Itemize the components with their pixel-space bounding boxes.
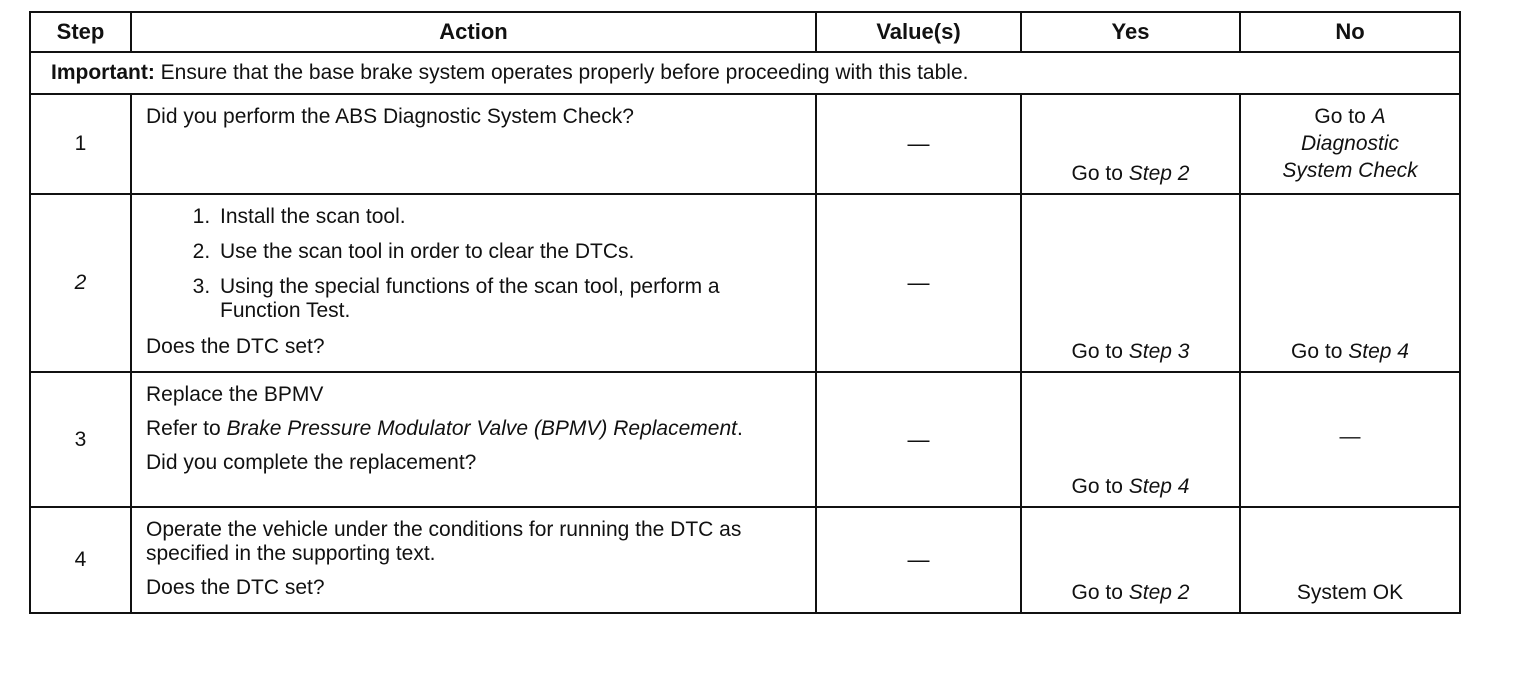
action-line: Operate the vehicle under the conditions for running the DTC as specified in the supporting text.	[146, 518, 742, 565]
step-number: 4	[30, 507, 131, 613]
list-item: 1. Install the scan tool.	[216, 205, 805, 229]
important-row	[30, 52, 1460, 94]
header-step: Step	[30, 12, 131, 52]
list-item: 3. Using the special functions of the scan tool, perform a Function Test.	[216, 275, 805, 323]
yes-prefix: Go to	[1071, 340, 1129, 363]
step-number: 1	[30, 94, 131, 194]
yes-step-link[interactable]: Step 3	[1128, 340, 1190, 363]
yes-cell	[1021, 372, 1240, 507]
no-link-part-1[interactable]: A	[1371, 105, 1386, 128]
yes-cell	[1021, 194, 1240, 372]
action-cell	[131, 94, 816, 194]
action-question: Did you complete the replacement?	[146, 451, 477, 474]
header-yes: Yes	[1021, 12, 1240, 52]
yes-step-link[interactable]: Step 4	[1128, 475, 1190, 498]
header-action: Action	[131, 12, 816, 52]
value-cell: —	[816, 507, 1021, 613]
header-no: No	[1240, 12, 1460, 52]
header-row	[30, 12, 1460, 52]
diagnostic-table	[29, 11, 1461, 614]
yes-step-link[interactable]: Step 2	[1128, 581, 1190, 604]
value-cell: —	[816, 194, 1021, 372]
no-prefix: Go to	[1291, 340, 1349, 363]
refer-link[interactable]: Brake Pressure Modulator Valve (BPMV) Replacement	[226, 417, 737, 440]
value-cell: —	[816, 372, 1021, 507]
action-line: Replace the BPMV	[146, 383, 324, 406]
yes-prefix: Go to	[1071, 162, 1129, 185]
action-question: Does the DTC set?	[146, 576, 325, 599]
table-row	[30, 194, 1460, 372]
no-cell	[1240, 194, 1460, 372]
no-step-link[interactable]: Step 4	[1348, 340, 1409, 363]
action-cell	[131, 507, 816, 613]
no-link-part-2[interactable]: Diagnostic	[1300, 132, 1400, 155]
refer-prefix: Refer to	[146, 417, 227, 440]
action-question: Does the DTC set?	[146, 335, 325, 358]
action-question: Did you perform the ABS Diagnostic System Check?	[146, 105, 634, 128]
action-cell	[131, 372, 816, 507]
table-row	[30, 94, 1460, 194]
table-row	[30, 372, 1460, 507]
yes-prefix: Go to	[1071, 475, 1129, 498]
action-steps-list	[146, 205, 805, 323]
important-note	[30, 52, 1460, 94]
action-refer	[146, 417, 805, 441]
no-cell: System OK	[1240, 507, 1460, 613]
step-number: 3	[30, 372, 131, 507]
step-number: 2	[30, 194, 131, 372]
refer-suffix: .	[736, 417, 743, 440]
action-cell	[131, 194, 816, 372]
list-item: 2. Use the scan tool in order to clear the DTCs.	[216, 240, 805, 264]
no-cell	[1240, 94, 1460, 194]
important-label: Important:	[51, 61, 155, 84]
value-cell: —	[816, 94, 1021, 194]
no-cell: —	[1240, 372, 1460, 507]
yes-cell	[1021, 94, 1240, 194]
table-row	[30, 507, 1460, 613]
no-link-part-3[interactable]: System Check	[1282, 159, 1418, 182]
yes-step-link[interactable]: Step 2	[1128, 162, 1190, 185]
yes-prefix: Go to	[1071, 581, 1129, 604]
header-values: Value(s)	[816, 12, 1021, 52]
yes-cell	[1021, 507, 1240, 613]
no-prefix: Go to	[1314, 105, 1372, 128]
important-text: Ensure that the base brake system operates properly before proceeding with this table.	[154, 61, 969, 84]
